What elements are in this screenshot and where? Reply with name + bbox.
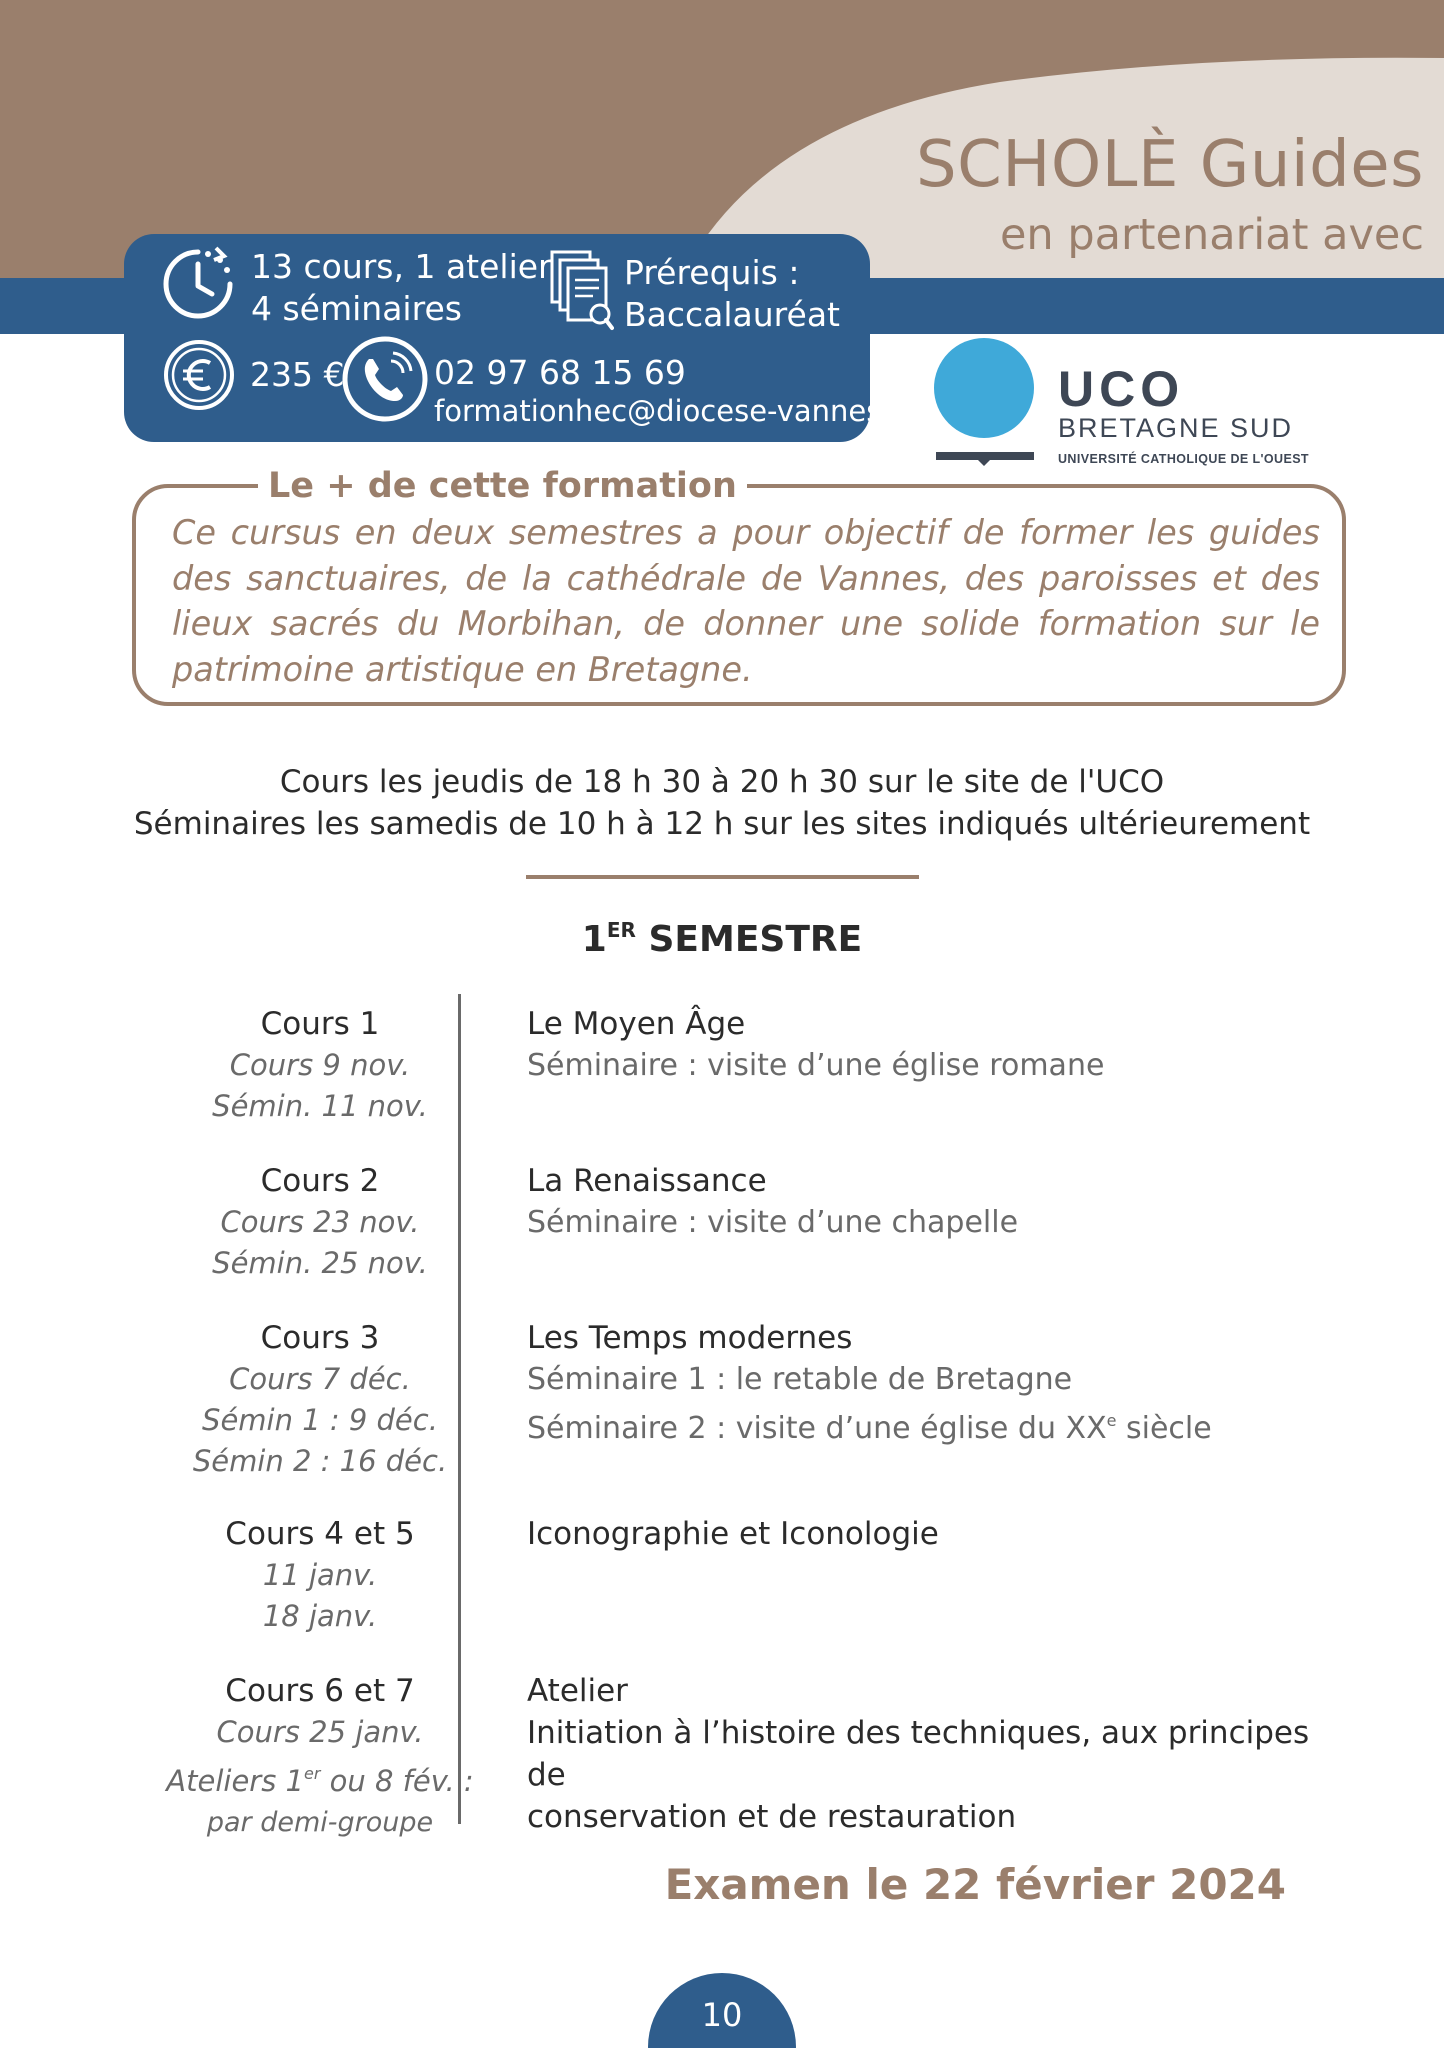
prereq-label: Prérequis : (624, 253, 800, 292)
semester-number: 1 (581, 919, 607, 960)
highlight-text: Ce cursus en deux semestres a pour objectif de former les guides des sanctuaires, de la cathédrale de Vannes, des paroisses et des lieux sacrés du Morbihan, de donner une solide formation sur le patrimoine artistique en Bretagne. (172, 513, 1320, 689)
course-topic: La Renaissance (527, 1163, 767, 1199)
course-4-content (527, 1513, 1327, 1555)
highlight-title: Le + de cette formation (258, 466, 747, 506)
courses-count (251, 246, 552, 330)
seminar-date: Sémin 1 : 9 déc. (202, 1403, 438, 1437)
exam-date: Examen le 22 février 2024 (664, 1860, 1286, 1909)
course-topic: Les Temps modernes (527, 1320, 853, 1356)
atelier-note: par demi-groupe (206, 1807, 434, 1838)
uco-logo-icon (932, 338, 1042, 474)
program-subtitle: en partenariat avec (999, 210, 1424, 260)
document-search-icon (548, 248, 614, 332)
course-date: Cours 7 déc. (229, 1362, 411, 1396)
atelier-text: ou 8 fév. : (320, 1764, 474, 1798)
course-title: Cours 4 et 5 (225, 1516, 415, 1552)
course-2-dates (170, 1160, 470, 1284)
seminar-date: Sémin 2 : 16 déc. (192, 1444, 448, 1478)
course-date: 11 janv. (262, 1558, 378, 1592)
page-number: 10 (701, 1996, 743, 2034)
course-detail: Séminaire 1 : le retable de Bretagne (527, 1362, 1073, 1397)
course-3-dates (170, 1317, 470, 1482)
phone-icon (341, 335, 429, 423)
semester-label: SEMESTRE (648, 919, 863, 960)
course-topic: Atelier (527, 1673, 628, 1709)
semester-suffix: ER (606, 918, 636, 942)
atelier-superscript: er (304, 1764, 321, 1783)
euro-icon (163, 339, 235, 411)
course-2-content (527, 1160, 1327, 1243)
course-date: Cours 23 nov. (220, 1205, 420, 1239)
course-6-content (527, 1670, 1327, 1838)
prereq-value: Baccalauréat (624, 295, 840, 334)
semester-title (0, 918, 1444, 960)
price: 235 € (250, 355, 345, 394)
course-detail: Initiation à l’histoire des techniques, aux principes de (527, 1715, 1310, 1793)
uco-region: BRETAGNE SUD (1058, 413, 1294, 443)
courses-line: 13 cours, 1 atelier (251, 247, 552, 286)
course-detail (527, 1400, 1327, 1449)
phone-number: 02 97 68 15 69 (434, 353, 686, 392)
email[interactable]: formationhec@diocese-vannes.fr (434, 394, 913, 428)
clock-icon (160, 246, 236, 322)
course-title: Cours 6 et 7 (225, 1673, 415, 1709)
program-title: SCHOLÈ Guides (915, 128, 1424, 202)
course-1-content (527, 1003, 1327, 1086)
seminars-line: 4 séminaires (251, 289, 462, 328)
uco-name: UCO (1058, 361, 1185, 417)
course-detail: Séminaire : visite d’une chapelle (527, 1205, 1019, 1240)
prerequisite (624, 252, 840, 336)
course-4-dates (170, 1513, 470, 1637)
course-detail: Séminaire : visite d’une église romane (527, 1048, 1105, 1083)
separator-line (526, 875, 919, 879)
detail-superscript: e (1106, 1411, 1117, 1430)
course-3-content (527, 1317, 1327, 1449)
atelier-text: Ateliers 1 (166, 1764, 304, 1798)
schedule-courses: Cours les jeudis de 18 h 30 à 20 h 30 sur le site de l'UCO (279, 764, 1165, 800)
course-topic: Le Moyen Âge (527, 1006, 746, 1042)
course-6-dates (160, 1670, 480, 1843)
course-date: 18 janv. (262, 1599, 378, 1633)
course-title: Cours 1 (260, 1006, 380, 1042)
schedule-seminars: Séminaires les samedis de 10 h à 12 h sur les sites indiqués ultérieurement (133, 806, 1311, 842)
atelier-date (160, 1753, 480, 1802)
uco-full-name: UNIVERSITÉ CATHOLIQUE DE L'OUEST (1058, 452, 1309, 466)
course-title: Cours 3 (260, 1320, 380, 1356)
course-title: Cours 2 (260, 1163, 380, 1199)
course-topic: Iconographie et Iconologie (527, 1516, 939, 1552)
course-date: Cours 25 janv. (216, 1715, 424, 1749)
detail-text: siècle (1116, 1411, 1212, 1446)
course-date: Cours 9 nov. (229, 1048, 411, 1082)
seminar-date: Sémin. 11 nov. (212, 1089, 428, 1123)
detail-text: Séminaire 2 : visite d’une église du XX (527, 1411, 1107, 1446)
course-detail: conservation et de restauration (527, 1799, 1017, 1835)
seminar-date: Sémin. 25 nov. (212, 1246, 428, 1280)
course-1-dates (170, 1003, 470, 1127)
